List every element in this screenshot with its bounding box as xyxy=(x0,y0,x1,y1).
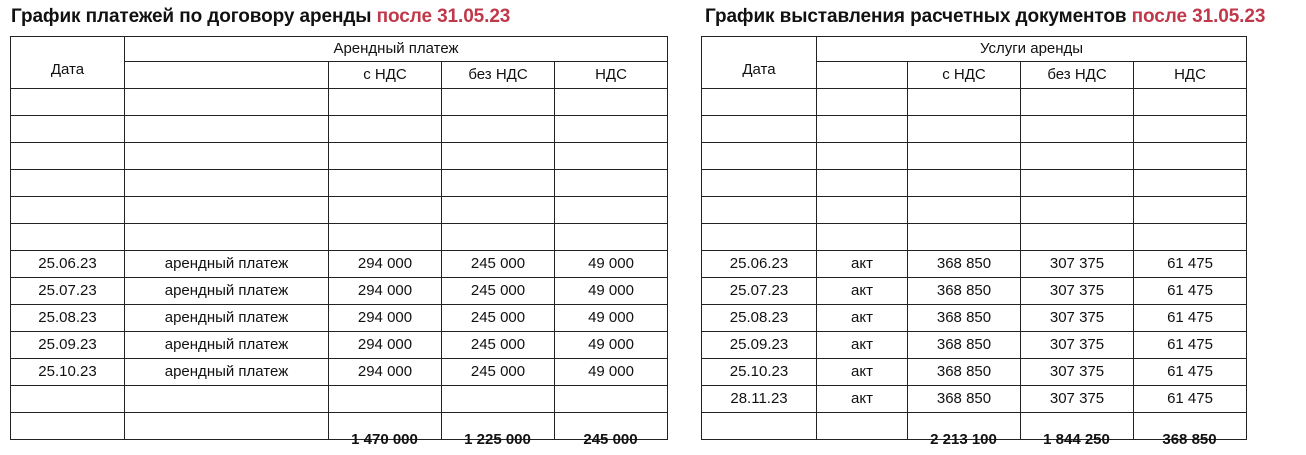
table-row xyxy=(702,143,1247,170)
column-header-without-vat: без НДС xyxy=(442,62,555,89)
cell-without-vat xyxy=(442,143,555,170)
payment-schedule-title xyxy=(11,6,510,28)
cell-description: акт xyxy=(817,251,908,278)
group-header-rent-payment: Арендный платеж xyxy=(125,37,668,62)
cell-with-vat xyxy=(329,197,442,224)
cell-date xyxy=(702,89,817,116)
cell-description xyxy=(125,413,329,440)
cell-vat xyxy=(1134,170,1247,197)
cell-without-vat: 307 375 xyxy=(1021,305,1134,332)
total-without-vat: 1 225 000 xyxy=(464,431,531,448)
cell-description: акт xyxy=(817,278,908,305)
cell-date xyxy=(11,170,125,197)
table-row xyxy=(702,278,1247,305)
cell-with-vat xyxy=(329,386,442,413)
cell-with-vat xyxy=(908,89,1021,116)
cell-vat: 61 475 xyxy=(1134,386,1247,413)
cell-description: акт xyxy=(817,305,908,332)
cell-date xyxy=(702,170,817,197)
cell-description xyxy=(125,224,329,251)
cell-description xyxy=(125,197,329,224)
cell-description: акт xyxy=(817,332,908,359)
cell-vat xyxy=(555,89,668,116)
column-header-vat: НДС xyxy=(555,62,668,89)
cell-without-vat: 245 000 xyxy=(442,305,555,332)
cell-without-vat: 307 375 xyxy=(1021,386,1134,413)
cell-with-vat xyxy=(329,224,442,251)
cell-with-vat: 294 000 xyxy=(329,305,442,332)
cell-vat: 61 475 xyxy=(1134,332,1247,359)
cell-date xyxy=(702,197,817,224)
cell-with-vat xyxy=(908,116,1021,143)
cell-date xyxy=(702,143,817,170)
column-header-description xyxy=(125,62,329,89)
cell-vat: 49 000 xyxy=(555,305,668,332)
table-row xyxy=(11,89,668,116)
cell-vat xyxy=(1134,197,1247,224)
cell-description xyxy=(817,89,908,116)
cell-description: арендный платеж xyxy=(125,332,329,359)
table-row xyxy=(702,332,1247,359)
cell-vat xyxy=(555,143,668,170)
cell-with-vat xyxy=(908,224,1021,251)
cell-vat xyxy=(555,116,668,143)
cell-without-vat: 245 000 xyxy=(442,278,555,305)
table-row xyxy=(11,386,668,413)
table-row xyxy=(11,359,668,386)
documents-schedule-title-date: после 31.05.23 xyxy=(1131,6,1266,27)
cell-vat: 49 000 xyxy=(555,359,668,386)
cell-date: 25.10.23 xyxy=(702,359,817,386)
cell-description: арендный платеж xyxy=(125,251,329,278)
cell-without-vat xyxy=(1021,89,1134,116)
cell-vat xyxy=(555,224,668,251)
cell-vat xyxy=(1134,224,1247,251)
table-row xyxy=(11,170,668,197)
cell-description xyxy=(817,116,908,143)
cell-vat xyxy=(555,170,668,197)
table-row xyxy=(11,278,668,305)
cell-with-vat: 368 850 xyxy=(908,305,1021,332)
cell-without-vat xyxy=(1021,224,1134,251)
cell-date xyxy=(11,224,125,251)
cell-description xyxy=(125,386,329,413)
cell-date: 25.06.23 xyxy=(702,251,817,278)
cell-date: 25.10.23 xyxy=(11,359,125,386)
total-vat: 368 850 xyxy=(1162,431,1217,448)
cell-date: 25.08.23 xyxy=(11,305,125,332)
cell-description xyxy=(817,143,908,170)
documents-schedule-table xyxy=(701,36,1247,440)
cell-vat: 49 000 xyxy=(555,278,668,305)
cell-description: арендный платеж xyxy=(125,359,329,386)
header-row-group xyxy=(11,37,668,62)
cell-with-vat: 368 850 xyxy=(908,278,1021,305)
cell-without-vat xyxy=(442,89,555,116)
cell-with-vat: 294 000 xyxy=(329,251,442,278)
column-header-with-vat: с НДС xyxy=(908,62,1021,89)
cell-with-vat xyxy=(908,170,1021,197)
cell-with-vat: 368 850 xyxy=(908,386,1021,413)
table-row xyxy=(11,305,668,332)
cell-date: 25.07.23 xyxy=(11,278,125,305)
table-row xyxy=(11,332,668,359)
cell-with-vat: 368 850 xyxy=(908,359,1021,386)
cell-vat: 61 475 xyxy=(1134,278,1247,305)
cell-with-vat: 368 850 xyxy=(908,332,1021,359)
payment-schedule-title-main: График платежей по договору аренды xyxy=(11,6,372,27)
column-header-date: Дата xyxy=(702,37,817,89)
cell-without-vat xyxy=(1021,116,1134,143)
cell-without-vat xyxy=(442,224,555,251)
table-row xyxy=(702,251,1247,278)
cell-with-vat: 294 000 xyxy=(329,332,442,359)
cell-without-vat: 245 000 xyxy=(442,359,555,386)
cell-without-vat: 307 375 xyxy=(1021,251,1134,278)
column-header-without-vat: без НДС xyxy=(1021,62,1134,89)
cell-with-vat xyxy=(329,116,442,143)
cell-without-vat: 307 375 xyxy=(1021,332,1134,359)
cell-vat xyxy=(1134,116,1247,143)
cell-description: арендный платеж xyxy=(125,278,329,305)
cell-description xyxy=(125,89,329,116)
cell-description xyxy=(125,143,329,170)
cell-description: арендный платеж xyxy=(125,305,329,332)
cell-date xyxy=(702,224,817,251)
column-header-with-vat: с НДС xyxy=(329,62,442,89)
cell-with-vat xyxy=(329,89,442,116)
cell-date: 25.09.23 xyxy=(702,332,817,359)
cell-date xyxy=(11,116,125,143)
cell-description xyxy=(125,116,329,143)
table-row xyxy=(702,386,1247,413)
table-row xyxy=(702,89,1247,116)
table-row xyxy=(11,116,668,143)
cell-without-vat: 245 000 xyxy=(442,332,555,359)
table-row xyxy=(11,251,668,278)
cell-vat: 61 475 xyxy=(1134,251,1247,278)
documents-schedule-title-main: График выставления расчетных документов xyxy=(705,6,1127,27)
column-header-document xyxy=(817,62,908,89)
cell-with-vat xyxy=(329,170,442,197)
documents-schedule-title xyxy=(705,6,1265,28)
total-without-vat: 1 844 250 xyxy=(1043,431,1110,448)
cell-vat: 49 000 xyxy=(555,251,668,278)
cell-date xyxy=(11,89,125,116)
table-row xyxy=(702,197,1247,224)
cell-date: 25.07.23 xyxy=(702,278,817,305)
table-row xyxy=(702,170,1247,197)
cell-description: акт xyxy=(817,359,908,386)
cell-date xyxy=(11,143,125,170)
header-row-group xyxy=(702,37,1247,62)
cell-vat xyxy=(1134,89,1247,116)
cell-vat: 49 000 xyxy=(555,332,668,359)
cell-vat xyxy=(555,386,668,413)
cell-date: 25.09.23 xyxy=(11,332,125,359)
cell-description xyxy=(125,170,329,197)
table-row xyxy=(702,305,1247,332)
table-row xyxy=(11,197,668,224)
total-vat: 245 000 xyxy=(583,431,638,448)
cell-description xyxy=(817,413,908,440)
cell-date xyxy=(11,413,125,440)
cell-date: 25.08.23 xyxy=(702,305,817,332)
table-row xyxy=(11,224,668,251)
payment-schedule-title-date: после 31.05.23 xyxy=(376,6,511,27)
cell-without-vat xyxy=(1021,143,1134,170)
cell-description xyxy=(817,170,908,197)
group-header-rent-services: Услуги аренды xyxy=(817,37,1247,62)
cell-description xyxy=(817,224,908,251)
cell-description xyxy=(817,197,908,224)
cell-description: акт xyxy=(817,386,908,413)
column-header-date: Дата xyxy=(11,37,125,89)
total-with-vat: 2 213 100 xyxy=(930,431,997,448)
cell-date xyxy=(702,116,817,143)
cell-without-vat xyxy=(442,170,555,197)
table-row xyxy=(702,116,1247,143)
table-row xyxy=(702,224,1247,251)
cell-date xyxy=(702,413,817,440)
total-with-vat: 1 470 000 xyxy=(351,431,418,448)
cell-without-vat xyxy=(1021,170,1134,197)
column-header-vat: НДС xyxy=(1134,62,1247,89)
cell-with-vat xyxy=(908,143,1021,170)
cell-without-vat xyxy=(1021,197,1134,224)
cell-vat xyxy=(555,197,668,224)
cell-vat: 61 475 xyxy=(1134,359,1247,386)
cell-without-vat: 307 375 xyxy=(1021,359,1134,386)
cell-with-vat xyxy=(329,143,442,170)
cell-vat: 61 475 xyxy=(1134,305,1247,332)
cell-without-vat xyxy=(442,197,555,224)
cell-with-vat: 294 000 xyxy=(329,278,442,305)
cell-without-vat xyxy=(442,116,555,143)
cell-date xyxy=(11,197,125,224)
cell-with-vat xyxy=(908,197,1021,224)
cell-with-vat: 368 850 xyxy=(908,251,1021,278)
payment-schedule-table xyxy=(10,36,668,440)
cell-date xyxy=(11,386,125,413)
cell-vat xyxy=(1134,143,1247,170)
cell-without-vat: 245 000 xyxy=(442,251,555,278)
table-row xyxy=(702,359,1247,386)
cell-date: 28.11.23 xyxy=(702,386,817,413)
cell-date: 25.06.23 xyxy=(11,251,125,278)
cell-without-vat xyxy=(442,386,555,413)
cell-with-vat: 294 000 xyxy=(329,359,442,386)
cell-without-vat: 307 375 xyxy=(1021,278,1134,305)
table-row xyxy=(11,143,668,170)
